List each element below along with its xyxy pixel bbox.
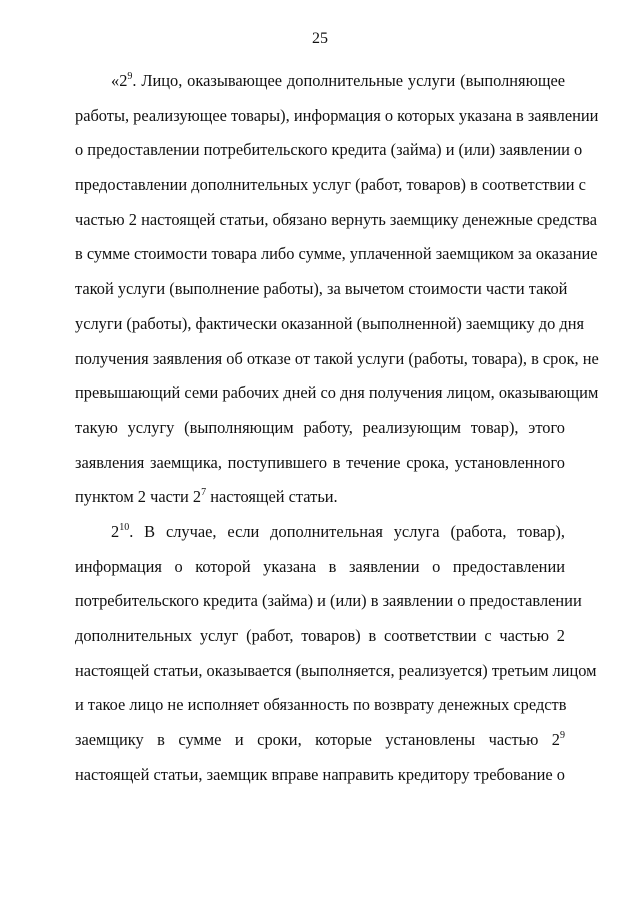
- paragraph: [75, 67, 599, 518]
- text-line: предоставлении дополнительных услуг (работ, товаров) в соответствии с: [75, 175, 586, 195]
- text-line: о предоставлении потребительского кредита (займа) и (или) заявлении о: [75, 140, 583, 160]
- text-line: превышающий семи рабочих дней со дня получения лицом, оказывающим: [75, 383, 599, 403]
- document-body: [75, 67, 599, 795]
- paragraph: [75, 518, 597, 796]
- text-line: потребительского кредита (займа) и (или) в заявлении о предоставлении: [75, 591, 582, 611]
- text-line: дополнительных услуг (работ, товаров) в соответствии с частью 2: [75, 626, 565, 645]
- text-line: в сумме стоимости товара либо сумме, уплаченной заемщиком за оказание: [75, 244, 598, 264]
- text-line: «$2^9$. Лицо, оказывающее дополнительные услуги (выполняющее: [111, 71, 565, 90]
- text-line: работы, реализующее товары), информация о которых указана в заявлении: [75, 105, 599, 125]
- text-line: заемщику в сумме и сроки, которые установлены частью $2^9$: [75, 730, 565, 750]
- text-line: получения заявления об отказе от такой услуги (работы, товара), в срок, не: [75, 348, 599, 368]
- text-line: $2^{10}$. В случае, если дополнительная услуга (работа, товар),: [111, 521, 565, 541]
- text-line: информация о которой указана в заявлении о предоставлении: [75, 556, 565, 576]
- text-line: такой услуги (выполнение работы), за вычетом стоимости части такой: [75, 279, 568, 299]
- text-line: и такое лицо не исполняет обязанность по возврату денежных средств: [75, 695, 567, 715]
- text-line: настоящей статьи, оказывается (выполняется, реализуется) третьим лицом: [75, 660, 597, 680]
- page-number: 25: [312, 30, 328, 47]
- text-line: настоящей статьи, заемщик вправе направить кредитору требование о: [75, 764, 565, 784]
- text-line: частью 2 настоящей статьи, обязано вернуть заемщику денежные средства: [75, 209, 597, 229]
- text-line: заявления заемщика, поступившего в течение срока, установленного: [75, 452, 565, 472]
- text-line: услуги (работы), фактически оказанной (выполненной) заемщику до дня: [75, 313, 585, 333]
- text-line: такую услугу (выполняющим работу, реализующим товар), этого: [75, 417, 565, 437]
- text-line: пунктом 2 части $2^7$ настоящей статьи.: [75, 487, 338, 507]
